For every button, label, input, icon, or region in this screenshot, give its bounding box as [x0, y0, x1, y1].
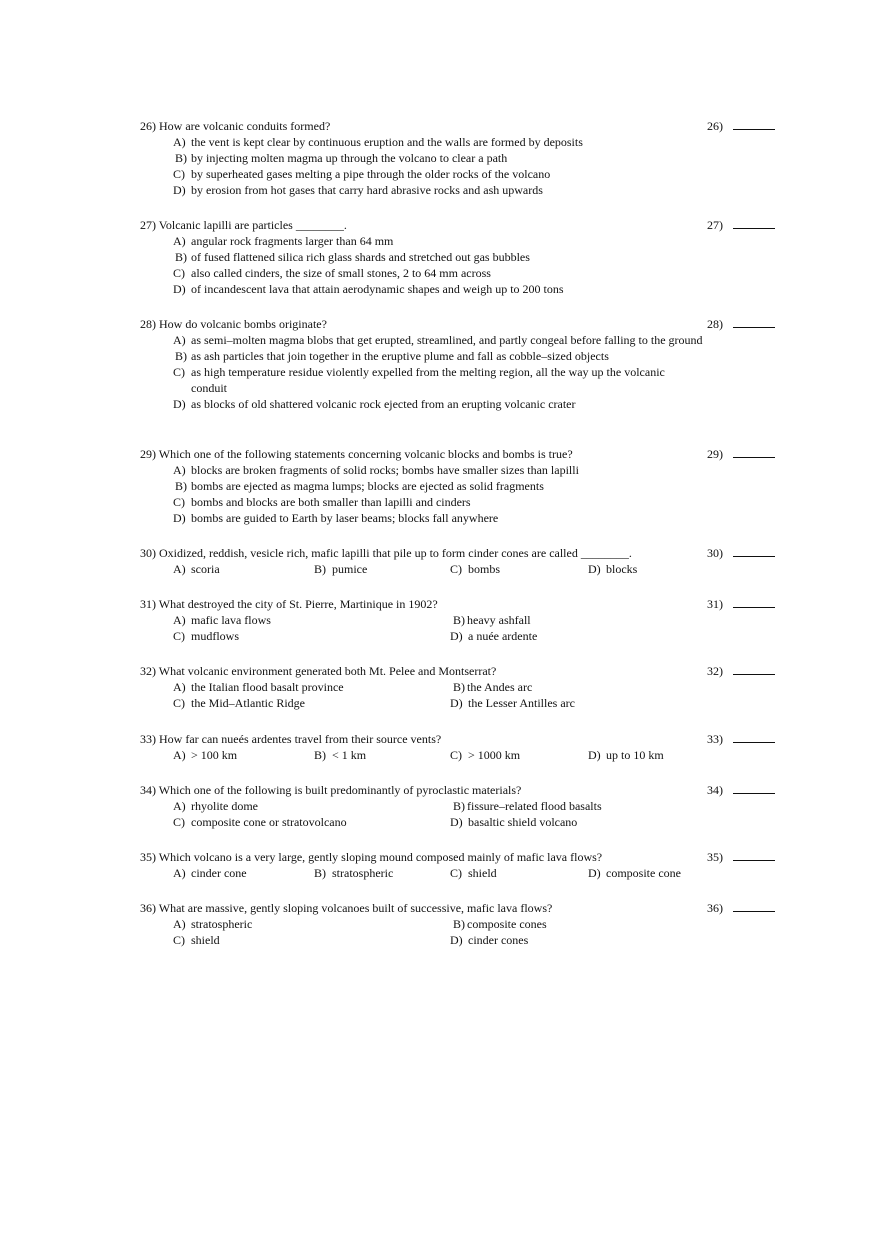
option-c: C) composite cone or stratovolcano: [173, 815, 347, 829]
question-text: 32) What volcanic environment generated both Mt. Pelee and Montserrat?: [140, 664, 497, 678]
option-c: C) shield: [450, 866, 497, 880]
option-c: C) mudflows: [173, 629, 239, 643]
answer-number: 31): [707, 597, 723, 611]
option-d: D) up to 10 km: [588, 748, 664, 762]
option-b: B) bombs are ejected as magma lumps; blocks are ejected as solid fragments: [175, 479, 544, 493]
option-a: A) mafic lava flows: [173, 613, 271, 627]
options-row: [140, 916, 780, 932]
option-a: A) as semi–molten magma blobs that get erupted, streamlined, and partly congeal before falling to the ground: [173, 333, 703, 347]
answer-blank[interactable]: [733, 118, 775, 130]
option-d: D) the Lesser Antilles arc: [450, 696, 575, 710]
option-a: A) the Italian flood basalt province: [173, 680, 344, 694]
option-a: A) the vent is kept clear by continuous eruption and the walls are formed by deposits: [173, 135, 583, 149]
answer-slot: [707, 782, 775, 798]
question-text: 36) What are massive, gently sloping volcanoes built of successive, mafic lava flows?: [140, 901, 553, 915]
question-31: [140, 596, 780, 644]
option-d: D) by erosion from hot gases that carry hard abrasive rocks and ash upwards: [173, 183, 543, 197]
option-c: C) bombs and blocks are both smaller than lapilli and cinders: [173, 495, 471, 509]
option-b: B) fissure–related flood basalts: [453, 799, 602, 813]
answer-number: 36): [707, 901, 723, 915]
answer-blank[interactable]: [733, 316, 775, 328]
options-row: [140, 628, 780, 644]
option-b: B) < 1 km: [314, 748, 367, 762]
answer-number: 32): [707, 664, 723, 678]
question-text: 28) How do volcanic bombs originate?: [140, 317, 327, 331]
answer-blank[interactable]: [733, 849, 775, 861]
options-row: [140, 612, 780, 628]
option-c: C) > 1000 km: [450, 748, 521, 762]
answer-blank[interactable]: [733, 446, 775, 458]
options-row: [140, 932, 780, 948]
question-30: [140, 545, 780, 577]
answer-slot: [707, 663, 775, 679]
answer-number: 33): [707, 732, 723, 746]
option-c: C) as high temperature residue violently expelled from the melting region, all the way up the volcanic conduit: [173, 365, 665, 395]
option-b: B) composite cones: [453, 917, 547, 931]
question-text: 27) Volcanic lapilli are particles ________.: [140, 218, 347, 232]
question-text: 26) How are volcanic conduits formed?: [140, 119, 331, 133]
answer-number: 34): [707, 783, 723, 797]
option-d: D) cinder cones: [450, 933, 529, 947]
option-a: A) > 100 km: [173, 748, 238, 762]
option-d: D) basaltic shield volcano: [450, 815, 578, 829]
answer-blank[interactable]: [733, 545, 775, 557]
question-text: 29) Which one of the following statements concerning volcanic blocks and bombs is true?: [140, 447, 573, 461]
question-36: [140, 900, 780, 948]
option-a: A) rhyolite dome: [173, 799, 258, 813]
option-b: B) the Andes arc: [453, 680, 533, 694]
option-a: A) stratospheric: [173, 917, 253, 931]
option-c: C) shield: [173, 933, 220, 947]
option-a: A) blocks are broken fragments of solid rocks; bombs have smaller sizes than lapilli: [173, 463, 579, 477]
options-row: [140, 798, 780, 814]
option-d: D) of incandescent lava that attain aerodynamic shapes and weigh up to 200 tons: [173, 282, 564, 296]
answer-blank[interactable]: [733, 663, 775, 675]
answer-slot: [707, 596, 775, 612]
answer-blank[interactable]: [733, 731, 775, 743]
question-32: [140, 663, 780, 711]
answer-blank[interactable]: [733, 596, 775, 608]
answer-slot: [707, 900, 775, 916]
option-d: D) bombs are guided to Earth by laser beams; blocks fall anywhere: [173, 511, 499, 525]
option-d: D) a nuée ardente: [450, 629, 538, 643]
answer-blank[interactable]: [733, 217, 775, 229]
answer-number: 26): [707, 119, 723, 133]
options-row: [140, 865, 780, 881]
options-row: [140, 814, 780, 830]
question-text: 33) How far can nueés ardentes travel from their source vents?: [140, 732, 442, 746]
answer-slot: [707, 731, 775, 747]
options-row: [140, 695, 780, 711]
question-text: 35) Which volcano is a very large, gently sloping mound composed mainly of mafic lava flows?: [140, 850, 603, 864]
answer-number: 30): [707, 546, 723, 560]
option-a: A) angular rock fragments larger than 64 mm: [173, 234, 394, 248]
answer-number: 27): [707, 218, 723, 232]
question-33: [140, 731, 780, 763]
option-b: B) heavy ashfall: [453, 613, 531, 627]
answer-slot: [707, 849, 775, 865]
answer-slot: [707, 446, 775, 462]
answer-blank[interactable]: [733, 782, 775, 794]
answer-slot: [707, 118, 775, 134]
option-c: C) also called cinders, the size of small stones, 2 to 64 mm across: [173, 266, 491, 280]
question-text: 30) Oxidized, reddish, vesicle rich, mafic lapilli that pile up to form cinder cones are called ________.: [140, 546, 632, 560]
option-c: C) the Mid–Atlantic Ridge: [173, 696, 305, 710]
question-29: [140, 446, 780, 526]
option-d: D) as blocks of old shattered volcanic rock ejected from an erupting volcanic crater: [173, 397, 576, 411]
option-b: B) as ash particles that join together in the eruptive plume and fall as cobble–sized objects: [175, 349, 609, 363]
options-row: [140, 747, 780, 763]
question-27: [140, 217, 780, 297]
option-c: C) by superheated gases melting a pipe through the older rocks of the volcano: [173, 167, 551, 181]
option-d: D) blocks: [588, 562, 638, 576]
answer-blank[interactable]: [733, 900, 775, 912]
question-text: 34) Which one of the following is built predominantly of pyroclastic materials?: [140, 783, 522, 797]
question-35: [140, 849, 780, 881]
options-row: [140, 679, 780, 695]
options-row: [140, 561, 780, 577]
question-text: 31) What destroyed the city of St. Pierre, Martinique in 1902?: [140, 597, 438, 611]
answer-slot: [707, 217, 775, 233]
option-a: A) cinder cone: [173, 866, 247, 880]
answer-number: 35): [707, 850, 723, 864]
option-b: B) stratospheric: [314, 866, 394, 880]
option-a: A) scoria: [173, 562, 220, 576]
option-b: B) by injecting molten magma up through the volcano to clear a path: [175, 151, 508, 165]
question-34: [140, 782, 780, 830]
question-26: [140, 118, 780, 198]
option-c: C) bombs: [450, 562, 501, 576]
option-b: B) pumice: [314, 562, 368, 576]
answer-number: 29): [707, 447, 723, 461]
question-28: [140, 316, 780, 412]
answer-number: 28): [707, 317, 723, 331]
option-b: B) of fused flattened silica rich glass shards and stretched out gas bubbles: [175, 250, 530, 264]
answer-slot: [707, 545, 775, 561]
answer-slot: [707, 316, 775, 332]
option-d: D) composite cone: [588, 866, 681, 880]
